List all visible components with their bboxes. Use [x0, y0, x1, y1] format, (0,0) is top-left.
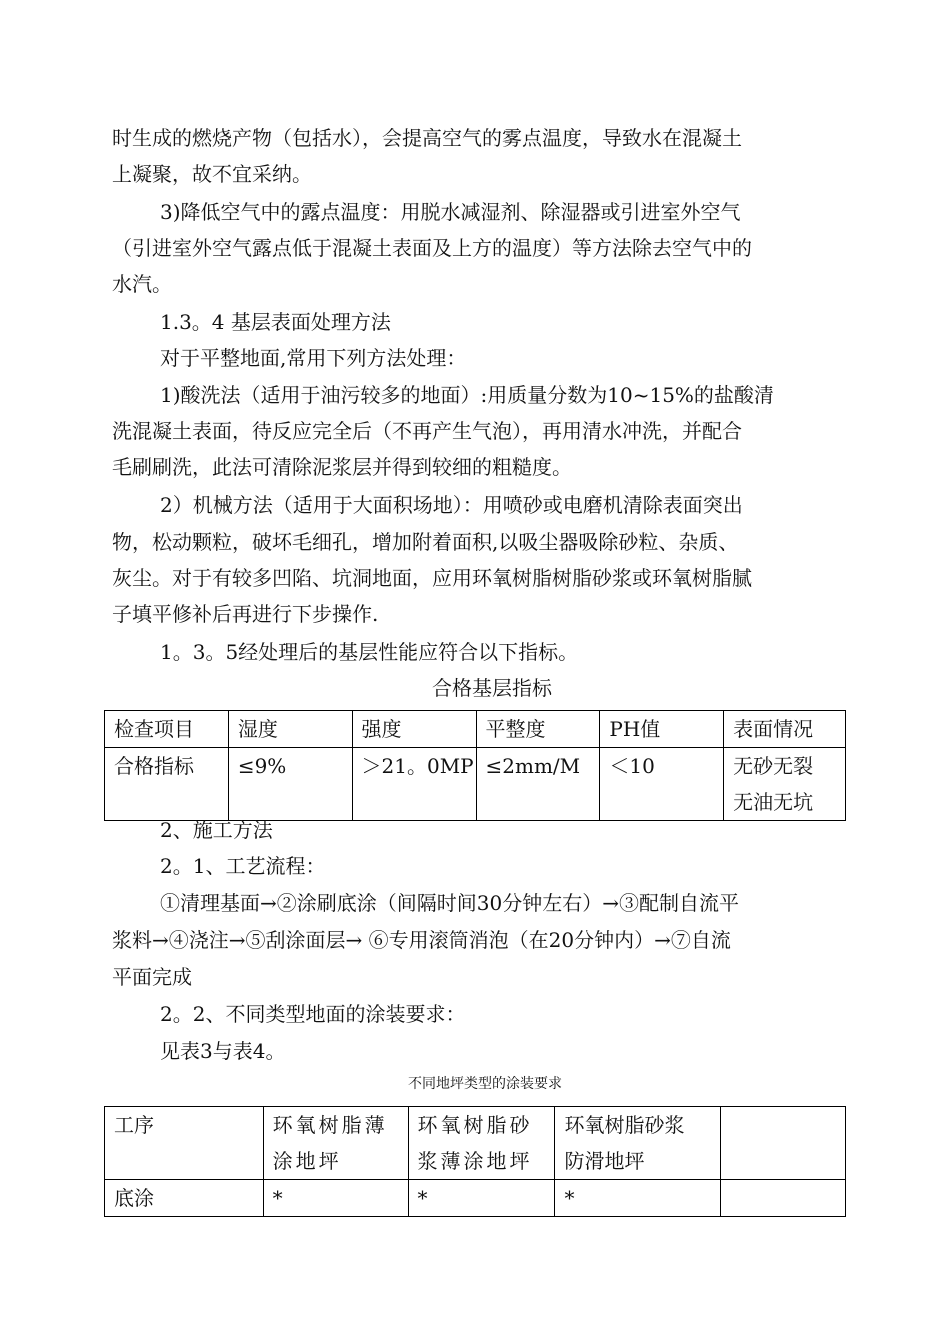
table-cell: ＜10 [600, 748, 724, 821]
header-cell-line: 环氧树脂砂浆 [564, 1113, 685, 1137]
paragraph-line: 平面完成 [112, 965, 192, 989]
table-header-row [105, 1107, 846, 1180]
table-header-row [105, 711, 846, 748]
paragraph-line: 1)酸洗法（适用于油污较多的地面）:用质量分数为10~15%的盐酸清 [160, 383, 774, 407]
table-cell: * [263, 1180, 408, 1217]
section-heading: 1。3。5经处理后的基层性能应符合以下指标。 [160, 640, 579, 664]
paragraph-line: 子填平修补后再进行下步操作. [112, 602, 379, 626]
table-cell: ≤9% [228, 748, 352, 821]
table-cell: * [555, 1180, 721, 1217]
header-cell: 表面情况 [724, 711, 846, 748]
surface-line-2: 无油无坑 [733, 790, 814, 814]
paragraph-line: 物，松动颗粒，破坏毛细孔，增加附着面积,以吸尘器吸除砂粒、杂质、 [112, 530, 739, 554]
paragraph-line: （引进室外空气露点低于混凝土表面及上方的温度）等方法除去空气中的 [112, 236, 752, 260]
table-cell [721, 1180, 846, 1217]
header-cell-line: 环氧树脂砂 [417, 1113, 533, 1137]
paragraph-line: 3)降低空气中的露点温度：用脱水减湿剂、除湿器或引进室外空气 [160, 200, 741, 224]
paragraph-line: 毛刷刷洗，此法可清除泥浆层并得到较细的粗糙度。 [112, 455, 572, 479]
header-cell [263, 1107, 408, 1180]
header-cell [555, 1107, 721, 1180]
paragraph-line: 时生成的燃烧产物（包括水），会提高空气的雾点温度，导致水在混凝土 [112, 126, 742, 150]
section-heading: 2。1、工艺流程： [160, 854, 326, 878]
table-cell: 底涂 [105, 1180, 264, 1217]
header-cell-line: 防滑地坪 [564, 1149, 645, 1173]
paragraph-line: 见表3与表4。 [160, 1039, 286, 1063]
header-cell-line: 浆薄涂地坪 [417, 1149, 533, 1173]
header-cell: 工序 [105, 1107, 264, 1180]
paragraph-line: 洗混凝土表面，待反应完全后（不再产生气泡），再用清水冲洗，并配合 [112, 419, 742, 443]
section-heading: 1.3。4 基层表面处理方法 [160, 310, 391, 334]
table-cell: 合格指标 [105, 748, 229, 821]
header-cell [408, 1107, 555, 1180]
table-cell: ≤2mm/M [476, 748, 600, 821]
header-cell: 湿度 [228, 711, 352, 748]
section-heading: 2。2、不同类型地面的涂装要求： [160, 1002, 466, 1026]
header-cell: 检查项目 [105, 711, 229, 748]
paragraph-line: 2）机械方法（适用于大面积场地）：用喷砂或电磨机清除表面突出 [160, 493, 743, 517]
paragraph-line: 水汽。 [112, 272, 172, 296]
header-cell: 强度 [352, 711, 476, 748]
table-caption: 不同地坪类型的涂装要求 [408, 1076, 562, 1092]
paragraph-line: 浆料→④浇注→⑤刮涂面层→ ⑥专用滚筒消泡（在20分钟内）→⑦自流 [112, 928, 731, 952]
paragraph-line: ①清理基面→②涂刷底涂（间隔时间30分钟左右）→③配制自流平 [160, 891, 739, 915]
header-cell: 平整度 [476, 711, 600, 748]
qualified-base-table [104, 710, 846, 821]
header-cell: PH值 [600, 711, 724, 748]
table-cell: ＞21。0MP [352, 748, 476, 821]
table-caption: 合格基层指标 [432, 676, 552, 700]
header-cell-line: 涂地坪 [272, 1149, 342, 1173]
table-cell [724, 748, 846, 821]
header-cell-line: 环氧树脂薄 [272, 1113, 388, 1137]
paragraph-line: 灰尘。对于有较多凹陷、坑洞地面，应用环氧树脂树脂砂浆或环氧树脂腻 [112, 566, 752, 590]
surface-line-1: 无砂无裂 [733, 754, 814, 778]
paragraph-line: 上凝聚，故不宜采纳。 [112, 162, 312, 186]
table-cell: * [408, 1180, 555, 1217]
table-row [105, 1180, 846, 1217]
paragraph-line: 对于平整地面,常用下列方法处理： [160, 346, 467, 370]
header-cell [721, 1107, 846, 1180]
section-heading: 2、施工方法 [160, 818, 273, 842]
coating-requirements-table [104, 1106, 846, 1217]
table-row [105, 748, 846, 821]
